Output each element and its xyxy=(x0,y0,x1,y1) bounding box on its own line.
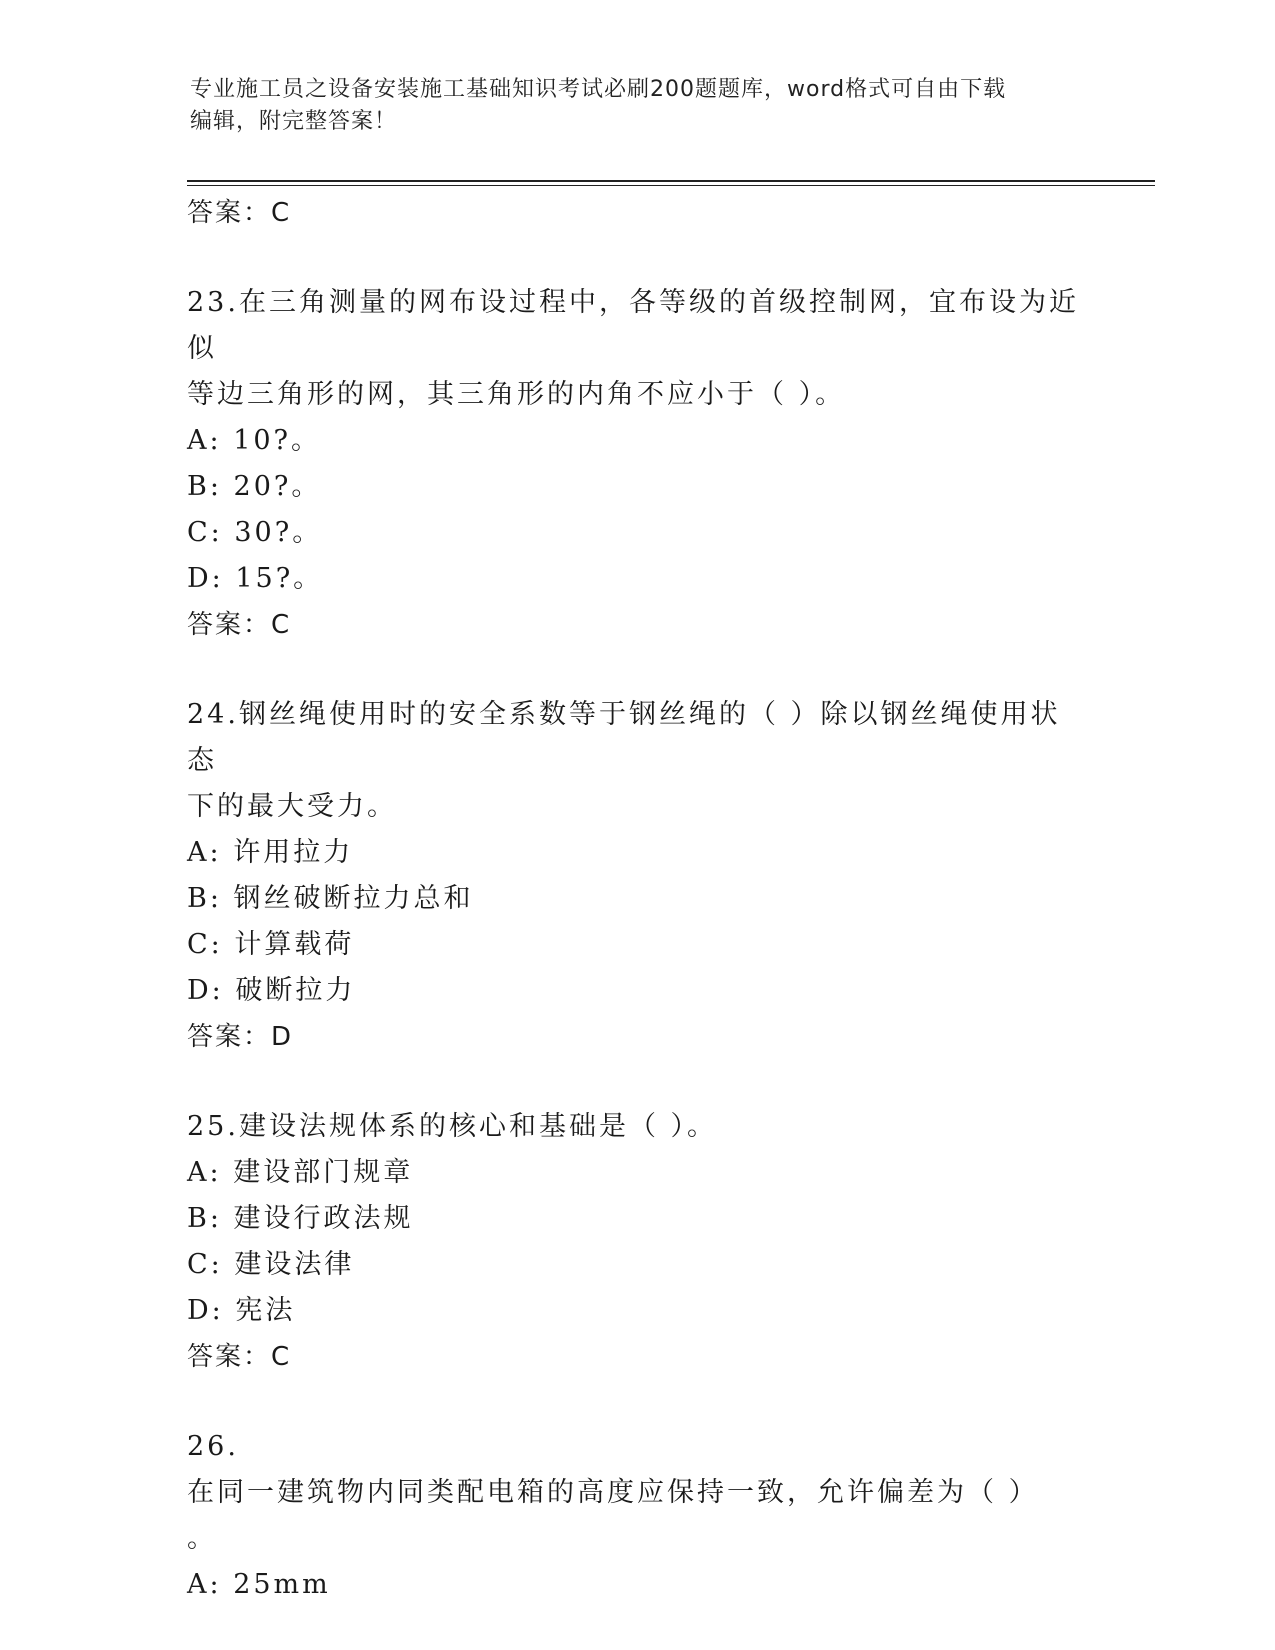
header-divider-thin xyxy=(187,185,1155,186)
option-text: 10?。 xyxy=(233,425,322,456)
question-24 xyxy=(187,692,1087,1060)
header-line-1: 专业施工员之设备安装施工基础知识考试必刷200题题库，word格式可自由下载 xyxy=(190,77,1007,102)
option-text: 破断拉力 xyxy=(235,975,356,1006)
question-number: 24. xyxy=(187,699,239,730)
answer-line xyxy=(187,602,1087,648)
question-text-line-1: 建设法规体系的核心和基础是（ ）。 xyxy=(238,1111,718,1142)
option-b xyxy=(187,876,1087,922)
question-23 xyxy=(187,280,1087,648)
option-text: 建设行政法规 xyxy=(233,1203,414,1234)
option-b xyxy=(187,464,1087,510)
spacer xyxy=(187,1060,1087,1104)
answer-label: 答案： xyxy=(187,1342,272,1372)
option-text: 15?。 xyxy=(235,563,324,594)
answer-value: C xyxy=(271,610,291,640)
spacer xyxy=(187,648,1087,692)
header-line-2: 编辑，附完整答案！ xyxy=(190,109,398,134)
answer-line xyxy=(187,1334,1087,1380)
option-a xyxy=(187,1562,1087,1608)
spacer xyxy=(187,236,1087,280)
answer-value: D xyxy=(271,1022,293,1052)
option-d xyxy=(187,1288,1087,1334)
question-text xyxy=(187,1424,1087,1516)
option-c xyxy=(187,1242,1087,1288)
option-key: B: xyxy=(187,471,222,502)
question-text xyxy=(187,280,1087,372)
question-number: 26. xyxy=(187,1431,239,1462)
option-text: 建设法律 xyxy=(234,1249,355,1280)
answer-value: C xyxy=(271,1342,291,1372)
option-key: C: xyxy=(187,1249,223,1280)
option-text: 建设部门规章 xyxy=(233,1157,414,1188)
option-key: A: xyxy=(187,837,222,868)
option-c xyxy=(187,922,1087,968)
question-text-line-1: 钢丝绳使用时的安全系数等于钢丝绳的（ ）除以钢丝绳使用状态 xyxy=(187,699,1061,776)
option-key: D: xyxy=(187,975,224,1006)
question-text-line-2: 等边三角形的网，其三角形的内角不应小于（ ）。 xyxy=(187,379,846,410)
question-text-line-2: 下的最大受力。 xyxy=(187,791,397,822)
option-d xyxy=(187,556,1087,602)
spacer xyxy=(187,1380,1087,1424)
answer-line xyxy=(187,1014,1087,1060)
question-text xyxy=(187,1104,1087,1150)
question-number: 23. xyxy=(187,287,239,318)
question-number: 25. xyxy=(187,1111,239,1142)
answer-label: 答案： xyxy=(187,1022,272,1052)
question-text-line-1: 在同一建筑物内同类配电箱的高度应保持一致，允许偏差为（ ） xyxy=(187,1477,1039,1508)
option-key: B: xyxy=(187,883,222,914)
answer-line xyxy=(187,190,1087,236)
option-text: 30?。 xyxy=(234,517,323,548)
question-text-line-1: 在三角测量的网布设过程中，各等级的首级控制网，宜布设为近似 xyxy=(187,287,1079,364)
option-a xyxy=(187,418,1087,464)
option-a xyxy=(187,1150,1087,1196)
question-text xyxy=(187,692,1087,784)
option-c xyxy=(187,510,1087,556)
answer-value: C xyxy=(271,198,291,228)
option-key: C: xyxy=(187,517,223,548)
option-text: 25mm xyxy=(233,1569,331,1600)
option-text: 许用拉力 xyxy=(233,837,354,868)
question-text-line-2: 。 xyxy=(187,1523,217,1554)
answer-label: 答案： xyxy=(187,198,272,228)
option-a xyxy=(187,830,1087,876)
question-26 xyxy=(187,1424,1087,1608)
option-text: 宪法 xyxy=(235,1295,296,1326)
document-header xyxy=(190,74,1070,138)
option-key: B: xyxy=(187,1203,222,1234)
header-divider-thick xyxy=(187,180,1155,182)
question-25 xyxy=(187,1104,1087,1380)
option-text: 计算载荷 xyxy=(234,929,355,960)
option-key: A: xyxy=(187,425,222,456)
answer-label: 答案： xyxy=(187,610,272,640)
option-key: D: xyxy=(187,563,224,594)
option-key: A: xyxy=(187,1157,222,1188)
option-key: D: xyxy=(187,1295,224,1326)
option-b xyxy=(187,1196,1087,1242)
option-text: 钢丝破断拉力总和 xyxy=(233,883,474,914)
option-key: A: xyxy=(187,1569,222,1600)
option-d xyxy=(187,968,1087,1014)
question-list xyxy=(187,190,1087,1608)
option-key: C: xyxy=(187,929,223,960)
option-text: 20?。 xyxy=(233,471,322,502)
